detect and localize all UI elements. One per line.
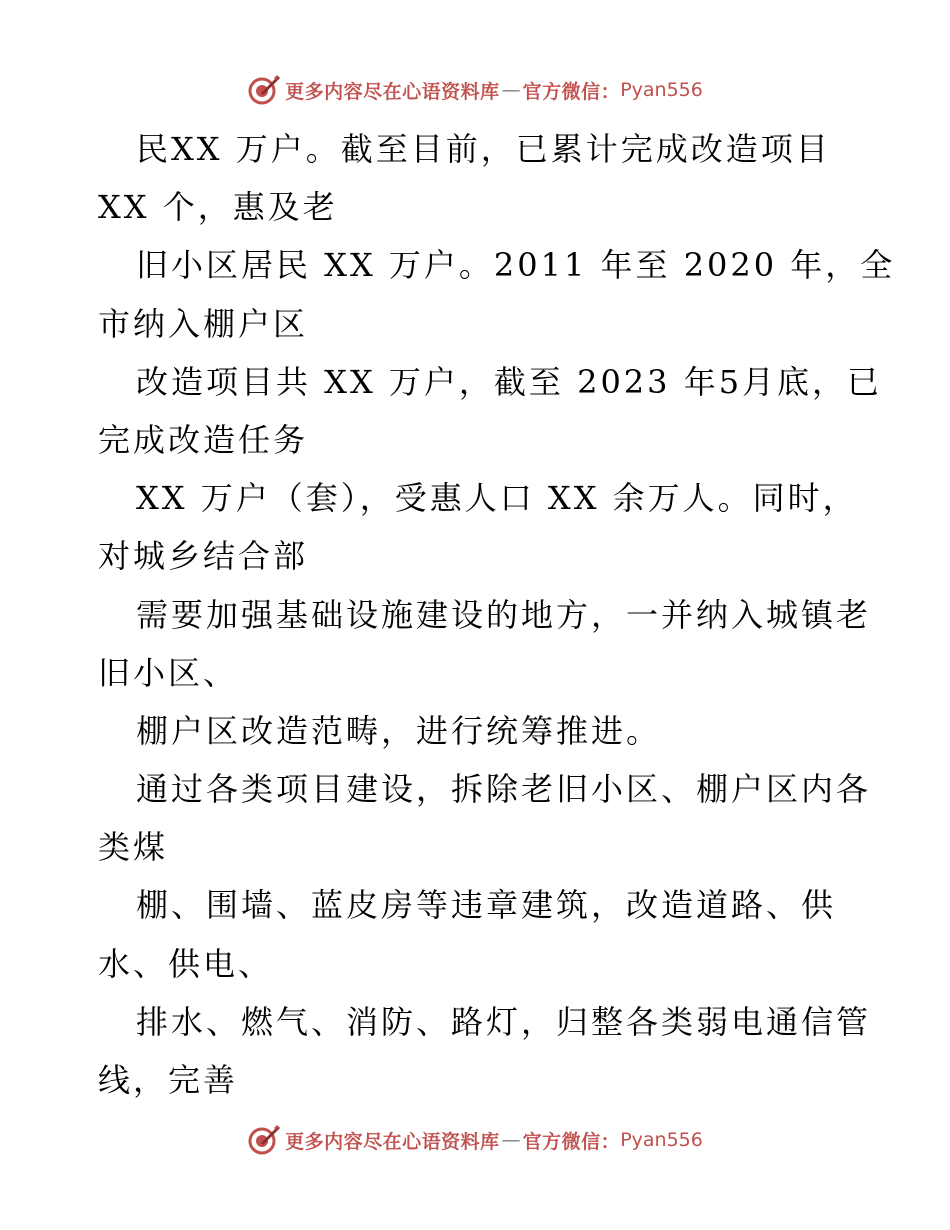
footer-watermark <box>0 1120 950 1160</box>
text-line: XX 个，惠及老 <box>98 188 338 227</box>
text-line: 旧小区居民 XX 万户。2011 年至 2020 年，全 <box>136 246 896 285</box>
watermark-handle: Pyan556 <box>620 1129 703 1151</box>
text-line: 类煤 <box>98 828 169 867</box>
text-line: 民XX 万户。截至目前，已累计完成改造项目 <box>136 130 831 168</box>
watermark-dash: — <box>501 1129 521 1151</box>
watermark-text: 更多内容尽在心语资料库 <box>285 80 500 103</box>
text-line: 线，完善 <box>98 1061 239 1099</box>
text-line: 通过各类项目建设，拆除老旧小区、棚户区内各 <box>136 770 872 809</box>
text-line: XX 万户（套），受惠人口 XX 余万人。同时， <box>136 479 858 518</box>
text-line: 对城乡结合部 <box>98 537 309 576</box>
document-body <box>98 120 896 1109</box>
watermark-label: 官方微信： <box>522 80 621 103</box>
text-line: 棚户区改造范畴，进行统筹推进。 <box>136 711 662 750</box>
text-line: 棚、围墙、蓝皮房等违章建筑，改造道路、供 <box>136 886 837 925</box>
quill-seal-logo-icon <box>247 73 281 107</box>
quill-seal-logo-icon <box>247 1123 281 1157</box>
text-line: 完成改造任务 <box>98 420 309 459</box>
header-watermark <box>0 70 950 110</box>
text-line: 排水、燃气、消防、路灯，归整各类弱电通信管 <box>136 1002 872 1041</box>
watermark-text: 更多内容尽在心语资料库 <box>285 1130 500 1153</box>
text-line: 市纳入棚户区 <box>98 304 309 343</box>
text-line: 旧小区、 <box>98 653 239 692</box>
watermark-dash: — <box>501 79 521 101</box>
text-line: 水、供电、 <box>98 944 274 983</box>
watermark-handle: Pyan556 <box>620 79 703 101</box>
text-line: 改造项目共 XX 万户，截至 2023 年5月底，已 <box>136 362 883 401</box>
watermark-label: 官方微信： <box>522 1130 621 1153</box>
text-line: 需要加强基础设施建设的地方，一并纳入城镇老 <box>136 595 872 634</box>
